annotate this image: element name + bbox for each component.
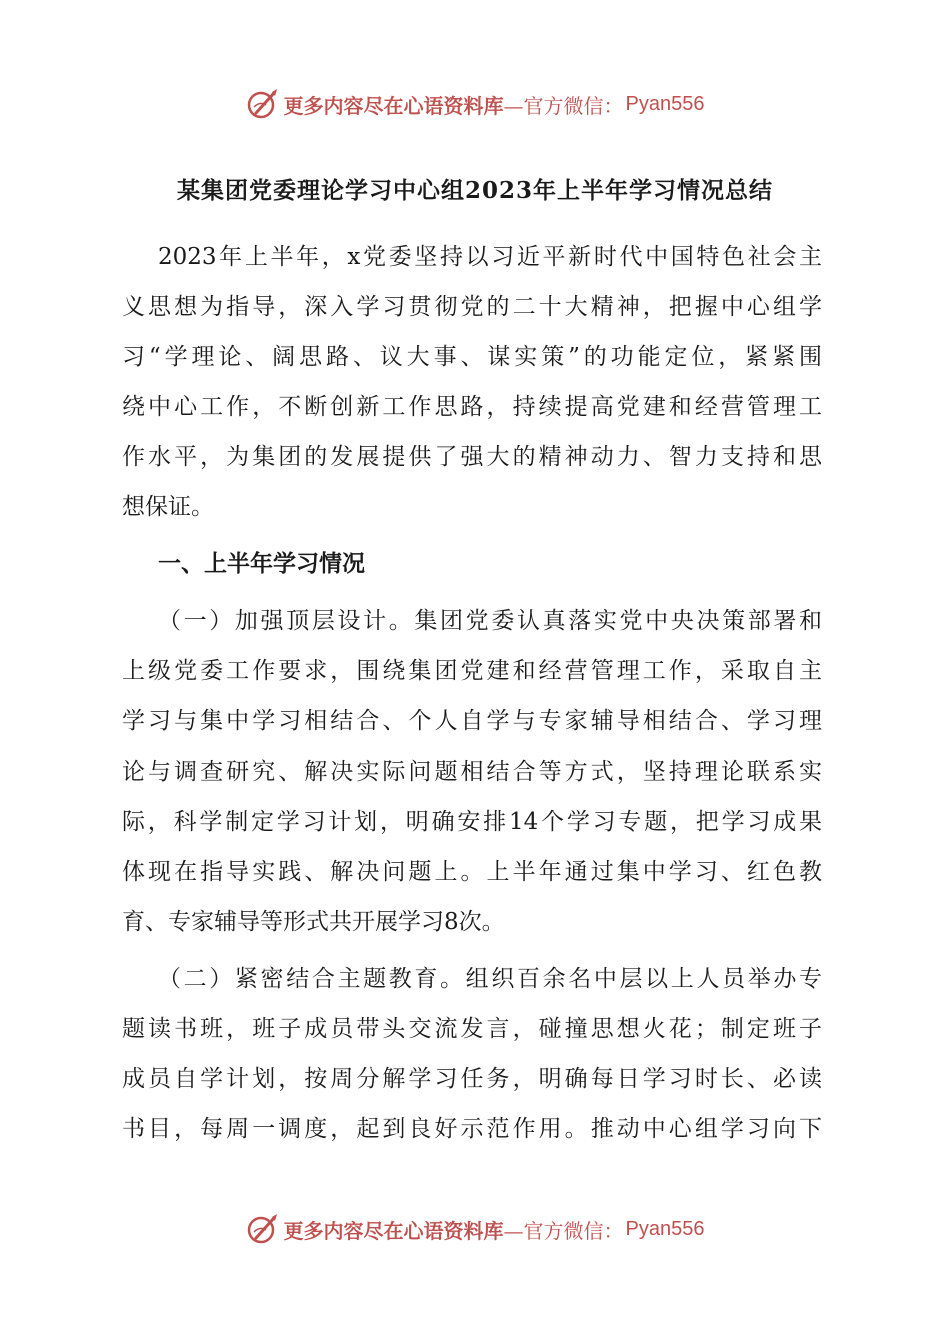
pen-logo-icon	[246, 1212, 280, 1246]
paragraph-line: 体现在指导实践、解决问题上。上半年通过集中学习、红色教	[122, 859, 822, 885]
banner-separator-text: —官方微信：	[503, 93, 624, 118]
paragraph-line: （一）加强顶层设计。集团党委认真落实党中央决策部署和	[158, 608, 822, 634]
paragraph-line: 育、专家辅导等形式共开展学习8次。	[122, 909, 505, 935]
paragraph-line: 题读书班，班子成员带头交流发言，碰撞思想火花；制定班子	[122, 1016, 822, 1042]
footer-watermark-banner	[0, 1209, 950, 1249]
paragraph-line: （二）紧密结合主题教育。组织百余名中层以上人员举办专	[158, 966, 822, 992]
intro-line: 绕中心工作，不断创新工作思路，持续提高党建和经营管理工	[122, 394, 822, 420]
banner-brand-text: 更多内容尽在心语资料库	[283, 1218, 504, 1243]
intro-line: 想保证。	[122, 494, 214, 520]
banner-brand-text: 更多内容尽在心语资料库	[283, 93, 504, 118]
header-watermark-banner	[0, 84, 950, 124]
banner-wechat-id: Pyan556	[625, 1217, 705, 1240]
section-heading: 一、上半年学习情况	[158, 550, 365, 577]
intro-line: 习“学理论、阔思路、议大事、谋实策”的功能定位，紧紧围	[122, 344, 822, 370]
paragraph-line: 上级党委工作要求，围绕集团党建和经营管理工作，采取自主	[122, 658, 822, 684]
banner-separator-text: —官方微信：	[503, 1218, 624, 1243]
intro-line: 义思想为指导，深入学习贯彻党的二十大精神，把握中心组学	[122, 294, 822, 320]
paragraph-line: 论与调查研究、解决实际问题相结合等方式，坚持理论联系实	[122, 759, 822, 785]
paragraph-line: 学习与集中学习相结合、个人自学与专家辅导相结合、学习理	[122, 708, 822, 734]
pen-logo-icon	[246, 87, 280, 121]
intro-line: 作水平，为集团的发展提供了强大的精神动力、智力支持和思	[122, 444, 822, 470]
document-title: 某集团党委理论学习中心组2023年上半年学习情况总结	[176, 177, 773, 204]
banner-wechat-id: Pyan556	[625, 92, 705, 115]
paragraph-line: 书目，每周一调度，起到良好示范作用。推动中心组学习向下	[122, 1116, 822, 1142]
intro-line: 2023年上半年，x党委坚持以习近平新时代中国特色社会主	[158, 244, 822, 270]
paragraph-line: 际，科学制定学习计划，明确安排14个学习专题，把学习成果	[122, 809, 822, 835]
paragraph-line: 成员自学计划，按周分解学习任务，明确每日学习时长、必读	[122, 1066, 822, 1092]
